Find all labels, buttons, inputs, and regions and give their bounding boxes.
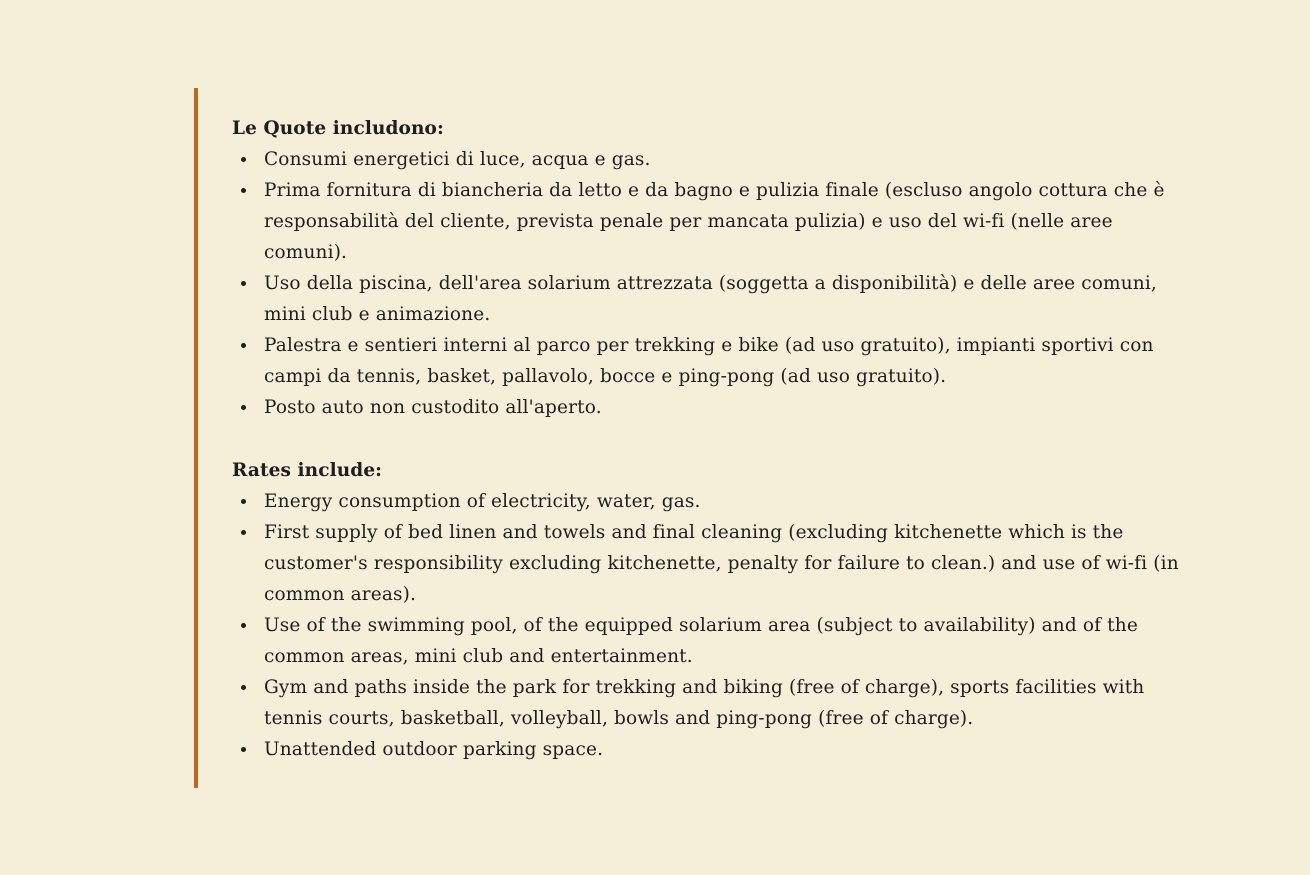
list-item <box>232 392 1192 423</box>
list-item-text: Consumi energetici di luce, acqua e gas. <box>264 149 651 170</box>
bullet-icon <box>241 188 246 193</box>
section-english <box>232 455 1192 765</box>
section-title-english: Rates include: <box>232 460 383 481</box>
accent-bar <box>194 88 198 788</box>
list-item-text: Use of the swimming pool, of the equipped solarium area (subject to availability) and of the common areas, mini club and entertainment. <box>264 615 1138 667</box>
list-item <box>232 672 1192 734</box>
rates-content <box>232 113 1192 765</box>
list-item-text: Gym and paths inside the park for trekking and biking (free of charge), sports facilities with tennis courts, basketball, volleyball, bowls and ping-pong (free of charge). <box>264 677 1145 729</box>
section-italian <box>232 113 1192 423</box>
list-item <box>232 517 1192 610</box>
list-item-text: Energy consumption of electricity, water, gas. <box>264 491 701 512</box>
list-item-text: First supply of bed linen and towels and final cleaning (excluding kitchenette which is the customer's responsibility excluding kitchenette, penalty for failure to clean.) and use of wi-fi (in common areas). <box>264 522 1179 605</box>
list-item-text: Unattended outdoor parking space. <box>264 739 604 760</box>
list-item-text: Palestra e sentieri interni al parco per trekking e bike (ad uso gratuito), impianti sportivi con campi da tennis, basket, pallavolo, bocce e ping-pong (ad uso gratuito). <box>264 335 1154 387</box>
bullet-icon <box>241 343 246 348</box>
bullet-icon <box>241 499 246 504</box>
list-item <box>232 144 1192 175</box>
list-italian <box>232 144 1192 423</box>
list-item <box>232 486 1192 517</box>
bullet-icon <box>241 747 246 752</box>
list-item <box>232 175 1192 268</box>
list-item <box>232 610 1192 672</box>
bullet-icon <box>241 623 246 628</box>
list-item-text: Prima fornitura di biancheria da letto e da bagno e pulizia finale (escluso angolo cottura che è responsabilità del cliente, prevista penale per mancata pulizia) e uso del wi-fi (nelle aree comuni). <box>264 180 1165 263</box>
section-title-italian: Le Quote includono: <box>232 118 444 139</box>
bullet-icon <box>241 530 246 535</box>
bullet-icon <box>241 157 246 162</box>
list-item-text: Uso della piscina, dell'area solarium attrezzata (soggetta a disponibilità) e delle aree comuni, mini club e animazione. <box>264 273 1157 325</box>
list-item <box>232 330 1192 392</box>
bullet-icon <box>241 685 246 690</box>
list-item-text: Posto auto non custodito all'aperto. <box>264 397 602 418</box>
bullet-icon <box>241 405 246 410</box>
list-item <box>232 734 1192 765</box>
list-item <box>232 268 1192 330</box>
section-spacer <box>232 423 1192 455</box>
list-english <box>232 486 1192 765</box>
bullet-icon <box>241 281 246 286</box>
